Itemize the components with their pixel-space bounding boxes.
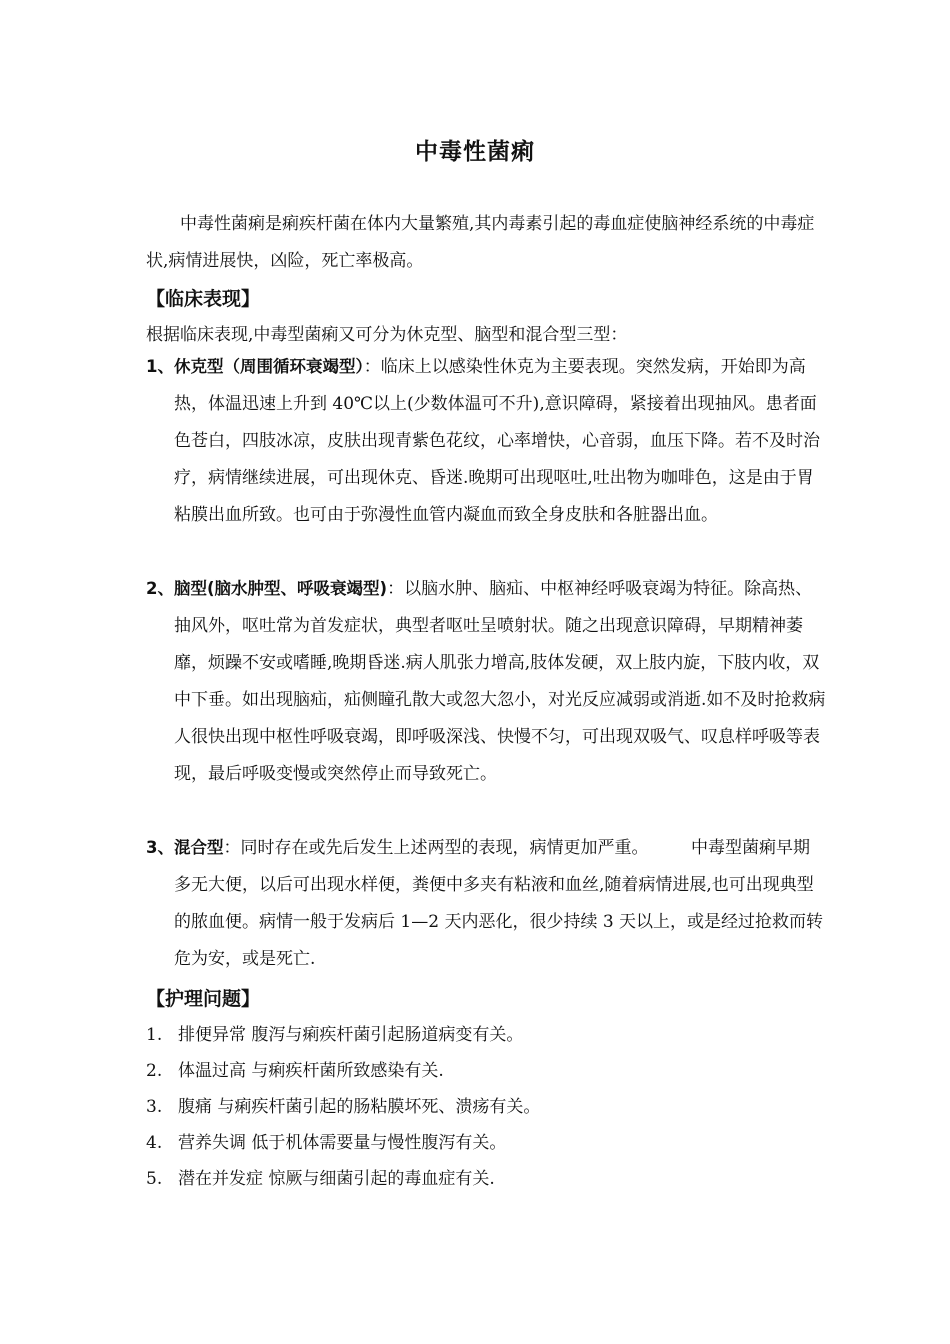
type-body: 以脑水肿、脑疝、中枢神经呼吸衰竭为特征。除高热、抽风外，呕吐常为首发症状，典型者呕吐呈喷射状。随之出现意识障碍，早期精神萎靡，烦躁不安或嗜睡,晚期昏迷.病人肌张力增高,肢体发硬，双上肢内旋，下肢内收，双中下垂。如出现脑疝，疝侧瞳孔散大或忽大忽小，对光反应减弱或消逝.如不及时抢救病人很快出现中枢性呼吸衰竭，即呼吸深浅、快慢不匀，可出现双吸气、叹息样呼吸等表现，最后呼吸变慢或突然停止而导致死亡。 — [174, 579, 826, 784]
type-body: 临床上以感染性休克为主要表现。突然发病，开始即为高热，体温迅速上升到 40℃以上(少数体温可不升),意识障碍，紧接着出现抽风。患者面色苍白，四肢冰凉，皮肤出现青紫色花纹，心率增快，心音弱，血压下降。若不及时治疗，病情继续进展，可出现休克、昏迷.晚期可出现呕吐,吐出物为咖啡色，这是由于胃粘膜出血所致。也可由于弥漫性血管内凝血而致全身皮肤和各脏器出血。 — [174, 357, 820, 525]
clinical-type-brain — [146, 570, 826, 793]
nursing-problem-item — [146, 1092, 540, 1117]
section-heading-nursing: 【护理问题】 — [146, 988, 261, 1010]
intro-paragraph: 中毒性菌痢是痢疾杆菌在体内大量繁殖,其内毒素引起的毒血症使脑神经系统的中毒症状,病情进展快，凶险，死亡率极高。 — [146, 214, 815, 271]
nursing-problem-item — [146, 1164, 495, 1189]
nursing-problem-item — [146, 1020, 523, 1045]
nursing-problem-item — [146, 1056, 444, 1081]
item-number: 1. — [146, 1025, 163, 1045]
section-heading-clinical: 【临床表现】 — [146, 288, 261, 310]
clinical-type-mixed — [146, 829, 826, 978]
item-text: 潜在并发症 惊厥与细菌引起的毒血症有关. — [178, 1169, 495, 1189]
type-separator: ： — [363, 357, 381, 377]
page-title: 中毒性菌痢 — [415, 139, 535, 165]
item-number: 5. — [146, 1169, 163, 1189]
item-text: 体温过高 与痢疾杆菌所致感染有关. — [178, 1061, 444, 1081]
item-text: 排便异常 腹泻与痢疾杆菌引起肠道病变有关。 — [178, 1025, 524, 1045]
item-number: 2. — [146, 1061, 163, 1081]
item-number: 4. — [146, 1133, 163, 1153]
nursing-problem-item — [146, 1128, 506, 1153]
type-separator: ： — [387, 579, 405, 599]
type-heading: 2、脑型(脑水肿型、呼吸衰竭型) — [146, 579, 388, 598]
clinical-type-shock — [146, 348, 826, 534]
type-heading: 3、混合型 — [146, 838, 224, 857]
item-number: 3. — [146, 1097, 163, 1117]
type-separator: ： — [223, 838, 241, 858]
item-text: 腹痛 与痢疾杆菌引起的肠粘膜坏死、溃疡有关。 — [178, 1097, 541, 1117]
clinical-lead: 根据临床表现,中毒型菌痢又可分为休克型、脑型和混合型三型： — [146, 325, 628, 345]
type-heading: 1、休克型（周围循环衰竭型） — [146, 357, 364, 376]
item-text: 营养失调 低于机体需要量与慢性腹泻有关。 — [178, 1133, 507, 1153]
type-body: 同时存在或先后发生上述两型的表现，病情更加严重。 中毒型菌痢早期多无大便，以后可出现水样便，粪便中多夹有粘液和血丝,随着病情进展,也可出现典型的脓血便。病情一般于发病后 1—2 天内恶化，很少持续 3 天以上，或是经过抢救而转危为安，或是死亡. — [174, 838, 824, 969]
